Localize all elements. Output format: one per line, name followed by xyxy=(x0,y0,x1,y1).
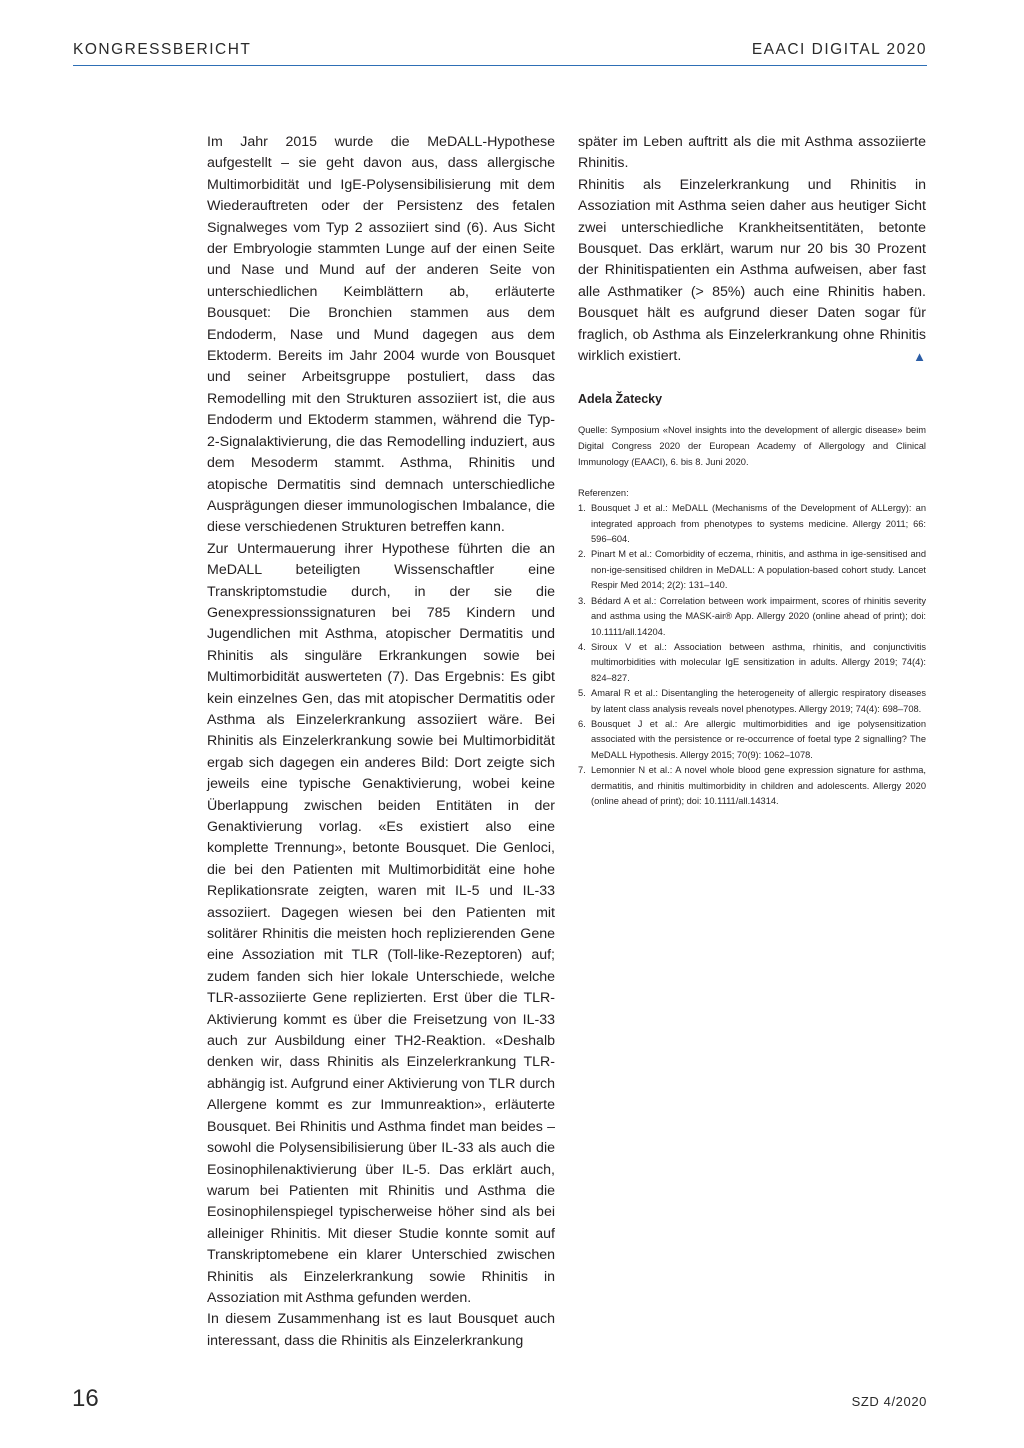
body-paragraph-closing xyxy=(578,175,926,368)
references-heading: Referenzen: xyxy=(578,488,629,499)
reference-item xyxy=(578,686,926,717)
page-number: 16 xyxy=(72,1385,99,1412)
references-list xyxy=(578,501,926,809)
reference-item xyxy=(578,501,926,547)
end-of-article-triangle-icon: ▲ xyxy=(913,349,926,365)
reference-number: 5. xyxy=(578,688,586,699)
reference-text: Amaral R et al.: Disentangling the heterogeneity of allergic respiratory diseases by latent class analysis reveals novel phenotypes. Allergy 2019; 74(4): 698–708. xyxy=(591,688,926,714)
body-paragraph: In diesem Zusammenhang ist es laut Bousquet auch interessant, dass die Rhinitis als Einzelerkrankung xyxy=(207,1311,555,1349)
body-paragraph-text: Rhinitis als Einzelerkrankung und Rhinitis in Assoziation mit Asthma seien daher aus heutiger Sicht zwei unterschiedliche Krankheitsentitäten, betonte Bousquet. Das erklärt, warum nur 20 bis 30 Prozent der Rhinitispatienten ein Asthma aufweisen, aber fast alle Asthmatiker (> 85%) auch eine Rhinitis haben. Bousquet hält es aufgrund dieser Daten sogar für fraglich, ob Asthma als Einzelerkrankung ohne Rhinitis wirklich existiert. xyxy=(578,176,926,365)
body-paragraph: später im Leben auftritt als die mit Asthma assoziierte Rhinitis. xyxy=(578,134,926,172)
reference-number: 1. xyxy=(578,503,586,514)
running-header xyxy=(73,41,927,66)
reference-item xyxy=(578,594,926,640)
reference-text: Bousquet J et al.: Are allergic multimorbidities and ige polysensitization associated with the persistence or re-occurrence of foetal type 2 signalling? The MeDALL Hypothesis. Allergy 2015; 70(9): 1062–1078. xyxy=(591,718,926,760)
reference-number: 2. xyxy=(578,549,586,560)
event-title: EAACI DIGITAL 2020 xyxy=(751,41,927,58)
left-column xyxy=(207,132,555,1352)
source-note: Quelle: Symposium «Novel insights into the development of allergic disease» beim Digital Congress 2020 der European Academy of Allergology and Clinical Immunology (EAACI), 6. bis 8. Juni 2020. xyxy=(578,425,926,467)
body-paragraph: Im Jahr 2015 wurde die MeDALL-Hypothese aufgestellt – sie geht davon aus, dass allergische Multimorbidität und IgE-Polysensibilisierung mit dem Wiederauftreten oder der Persistenz des fetalen Signalweges vom Typ 2 assoziiert sind (6). Aus Sicht der Embryologie stammten Lunge auf der einen Seite und Nase und Mund auf der anderen Seite von unterschiedlichen Keimblättern ab, erläuterte Bousquet: Die Bronchien stammen aus dem Endoderm, Nase und Mund dagegen aus dem Ektoderm. Bereits im Jahr 2004 wurde von Bousquet und seiner Arbeitsgruppe postuliert, dass das Remodelling mit den Strukturen assoziiert ist, die aus Endoderm und Ektoderm stammen, während die Typ-2-Signalaktivierung, die das Remodelling induziert, aus dem Mesoderm stammt. Asthma, Rhinitis und atopische Dermatitis sind demnach unterschiedliche Ausprägungen dieser immunologischen Imbalance, die diese verschiedenen Strukturen betreffen kann. xyxy=(207,134,555,536)
reference-number: 6. xyxy=(578,718,586,729)
reference-item xyxy=(578,763,926,809)
author-name: Adela Žatecky xyxy=(578,392,663,407)
reference-number: 7. xyxy=(578,765,586,776)
reference-text: Bousquet J et al.: MeDALL (Mechanisms of the Development of ALLergy): an integrated approach from phenotypes to systems medicine. Allergy 2011; 66: 596–604. xyxy=(591,503,926,545)
body-paragraph: Zur Untermauerung ihrer Hypothese führten die an MeDALL beteiligten Wissenschaftler eine Transkriptomstudie durch, in der sie die Genexpressionssignaturen bei 785 Kindern und Jugendlichen mit Asthma, atopischer Dermatitis und Rhinitis als singuläre Erkrankungen sowie bei Multimorbidität auswerteten (7). Das Ergebnis: Es gibt kein einzelnes Gen, das mit atopischer Dermatitis oder Asthma als Einzelerkrankung assoziiert wäre. Bei Rhinitis als Einzelerkrankung sowie bei Multimorbidität ergab sich dagegen ein anderes Bild: Dort zeigte sich jeweils eine typische Genaktivierung, wobei keine Überlappung zwischen beiden Entitäten in der Genaktivierung vorlag. «Es existiert also eine komplette Trennung», betonte Bousquet. Die Genloci, die bei den Patienten mit Multimorbidität eine hohe Replikationsrate zeigten, waren mit IL-5 und IL-33 assoziiert. Dagegen wiesen bei den Patienten mit solitärer Rhinitis die meisten hoch replizierenden Gene eine Assoziation mit TLR (Toll-like-Rezeptoren) auf; zudem fanden sich hier lokale Unterschiede, welche TLR-assoziierte Gene replizierten. Erst über die TLR-Aktivierung kommt es über die Freisetzung von IL-33 auch zur Ausbildung einer TH2-Reaktion. «Deshalb denken wir, dass Rhinitis als Einzelerkrankung TLR-abhängig ist. Aufgrund einer Aktivierung von TLR durch Allergene kommt es zur Immunreaktion», erläuterte Bousquet. Bei Rhinitis und Asthma findet man beides – sowohl die Polysensibilisierung über IL-33 als auch die Eosinophilenaktivierung über IL-5. Das erklärt auch, warum bei Patienten mit Rhinitis und Asthma die Eosinophilenspiegel typischerweise höher sind als bei alleiniger Rhinitis. Mit dieser Studie konnte somit auf Transkriptomebene ein klarer Unterschied zwischen Rhinitis als Einzelerkrankung sowie Rhinitis in Assoziation mit Asthma gefunden werden. xyxy=(207,540,555,1306)
section-title: KONGRESSBERICHT xyxy=(73,41,252,58)
reference-text: Bédard A et al.: Correlation between work impairment, scores of rhinitis severity and asthma using the MASK-air® App. Allergy 2020 (online ahead of print); doi: 10.1111/all.14204. xyxy=(591,595,926,637)
reference-number: 3. xyxy=(578,595,586,606)
reference-item xyxy=(578,547,926,593)
reference-text: Siroux V et al.: Association between asthma, rhinitis, and conjunctivitis multimorbidities with molecular IgE sensitization in adults. Allergy 2019; 74(4): 824–827. xyxy=(591,641,926,683)
reference-text: Lemonnier N et al.: A novel whole blood gene expression signature for asthma, dermatitis, and rhinitis multimorbidity in children and adolescents. Allergy 2020 (online ahead of print); doi: 10.1111/all.14314. xyxy=(591,765,926,806)
reference-text: Pinart M et al.: Comorbidity of eczema, rhinitis, and asthma in ige-sensitised and non-ige-sensitised children in MeDALL: A population-based cohort study. Lancet Respir Med 2014; 2(2): 131–140. xyxy=(591,549,926,591)
reference-item xyxy=(578,717,926,763)
right-column xyxy=(578,132,926,809)
reference-item xyxy=(578,640,926,686)
issue-label: SZD 4/2020 xyxy=(851,1394,927,1409)
reference-number: 4. xyxy=(578,641,586,652)
